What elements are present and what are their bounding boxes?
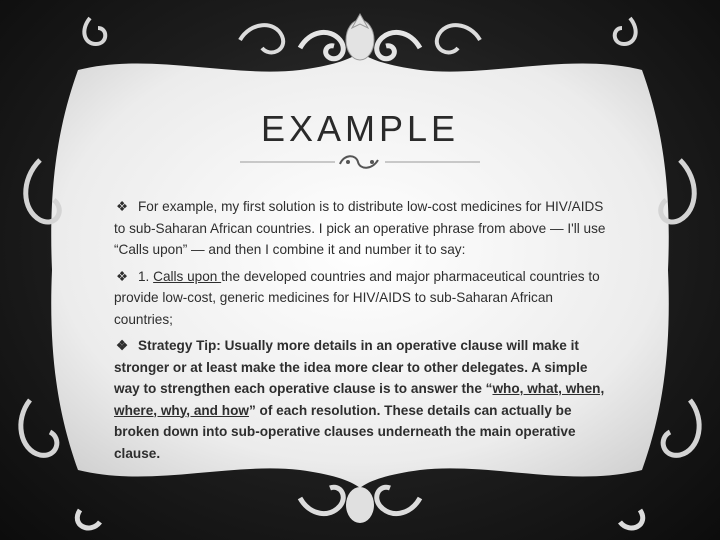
bullet-3-underlined: who, what, when, where, why, and how (114, 381, 605, 418)
bullet-3-lead: Strategy Tip: Usually more details in an operative clause will make it stronger or at least make the idea more clear to other delegates. A simple way to strengthen each operative clause is to answer the “ (114, 338, 588, 396)
diamond-bullet-icon: ❖ (116, 268, 129, 284)
bullet-2-underlined: Calls upon (153, 268, 222, 284)
bullet-3-tail: ” of each resolution. These details can actually be broken down into sub-operative clauses underneath the main operative clause. (114, 402, 576, 461)
bullet-paragraph-3 (114, 335, 614, 464)
title-divider-flourish (240, 150, 480, 174)
bullet-1-text: For example, my first solution is to distribute low-cost medicines for HIV/AIDS to sub-Saharan African countries. I pick an operative phrase from above — I'll use “Calls upon” — and then I combine it and number it to say: (114, 199, 606, 257)
bullet-2-prefix: 1. (138, 268, 154, 284)
bullet-paragraph-1 (114, 196, 614, 261)
slide-body (114, 196, 614, 469)
bullet-paragraph-2 (114, 266, 614, 331)
diamond-bullet-icon: ❖ (116, 338, 129, 353)
diamond-bullet-icon: ❖ (116, 199, 129, 214)
bullet-2-rest: the developed countries and major pharmaceutical countries to provide low-cost, generic medicines for HIV/AIDS to sub-Saharan African countries; (114, 268, 600, 327)
slide-title: EXAMPLE (260, 108, 460, 149)
